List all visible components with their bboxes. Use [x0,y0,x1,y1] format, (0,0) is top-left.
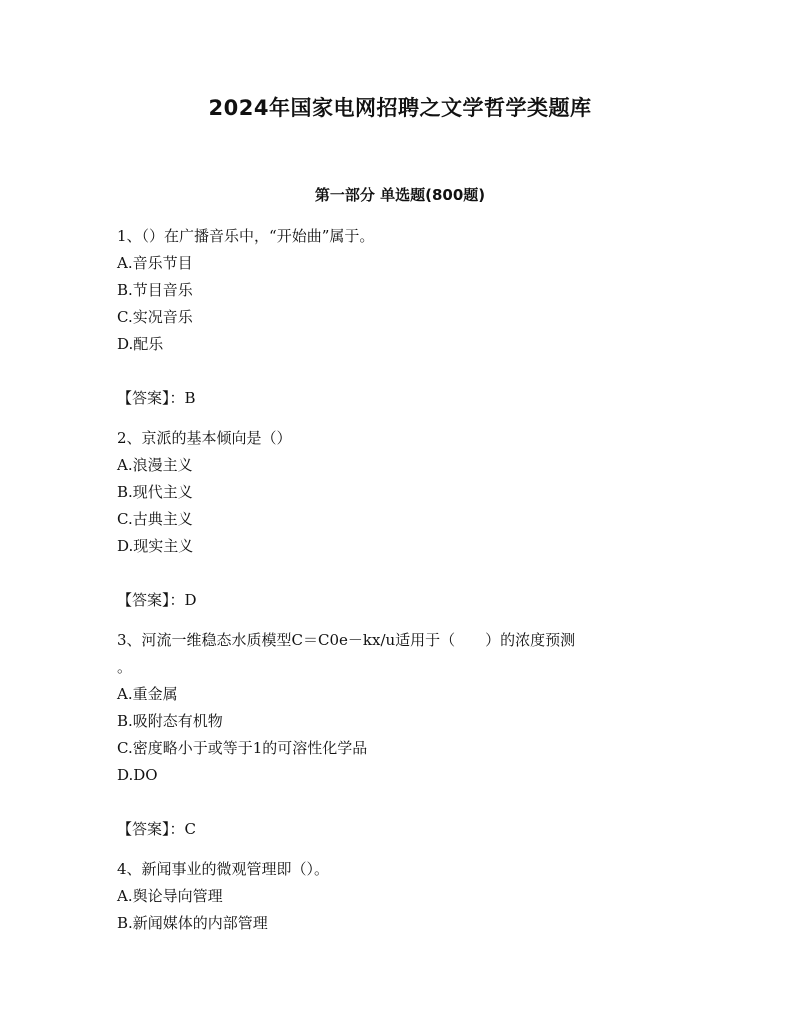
option-b: B.吸附态有机物 [117,712,223,730]
answer-line: 【答案】：B [117,389,196,407]
question-2 [117,425,677,614]
option-a: A.重金属 [117,685,178,703]
section-title: 第一部分 单选题(800题) [314,186,486,204]
option-a: A.舆论导向管理 [117,887,223,905]
option-b: B.现代主义 [117,483,193,501]
option-a: A.音乐节目 [117,254,193,272]
question-1 [117,223,677,412]
option-c: C.密度略小于或等于1的可溶性化学品 [117,739,368,757]
question-3 [117,627,677,843]
option-c: C.古典主义 [117,510,193,528]
question-stem: 1、（）在广播音乐中，“开始曲”属于。 [117,227,375,245]
question-stem-continuation: 。 [117,658,133,676]
option-b: B.新闻媒体的内部管理 [117,914,268,932]
option-b: B.节目音乐 [117,281,193,299]
question-stem: 3、河流一维稳态水质模型C＝C0e－kx/u适用于（ ）的浓度预测 [117,631,576,649]
question-stem: 4、新闻事业的微观管理即（）。 [117,860,330,878]
option-d: D.现实主义 [117,537,194,555]
question-list [117,223,677,937]
option-d: D.DO [117,766,158,784]
question-stem: 2、京派的基本倾向是（） [117,429,292,447]
question-4 [117,856,677,937]
document-title: 2024年国家电网招聘之文学哲学类题库 [208,96,592,120]
answer-line: 【答案】：C [117,820,196,838]
option-d: D.配乐 [117,335,164,353]
option-a: A.浪漫主义 [117,456,193,474]
answer-line: 【答案】：D [117,591,197,609]
option-c: C.实况音乐 [117,308,193,326]
